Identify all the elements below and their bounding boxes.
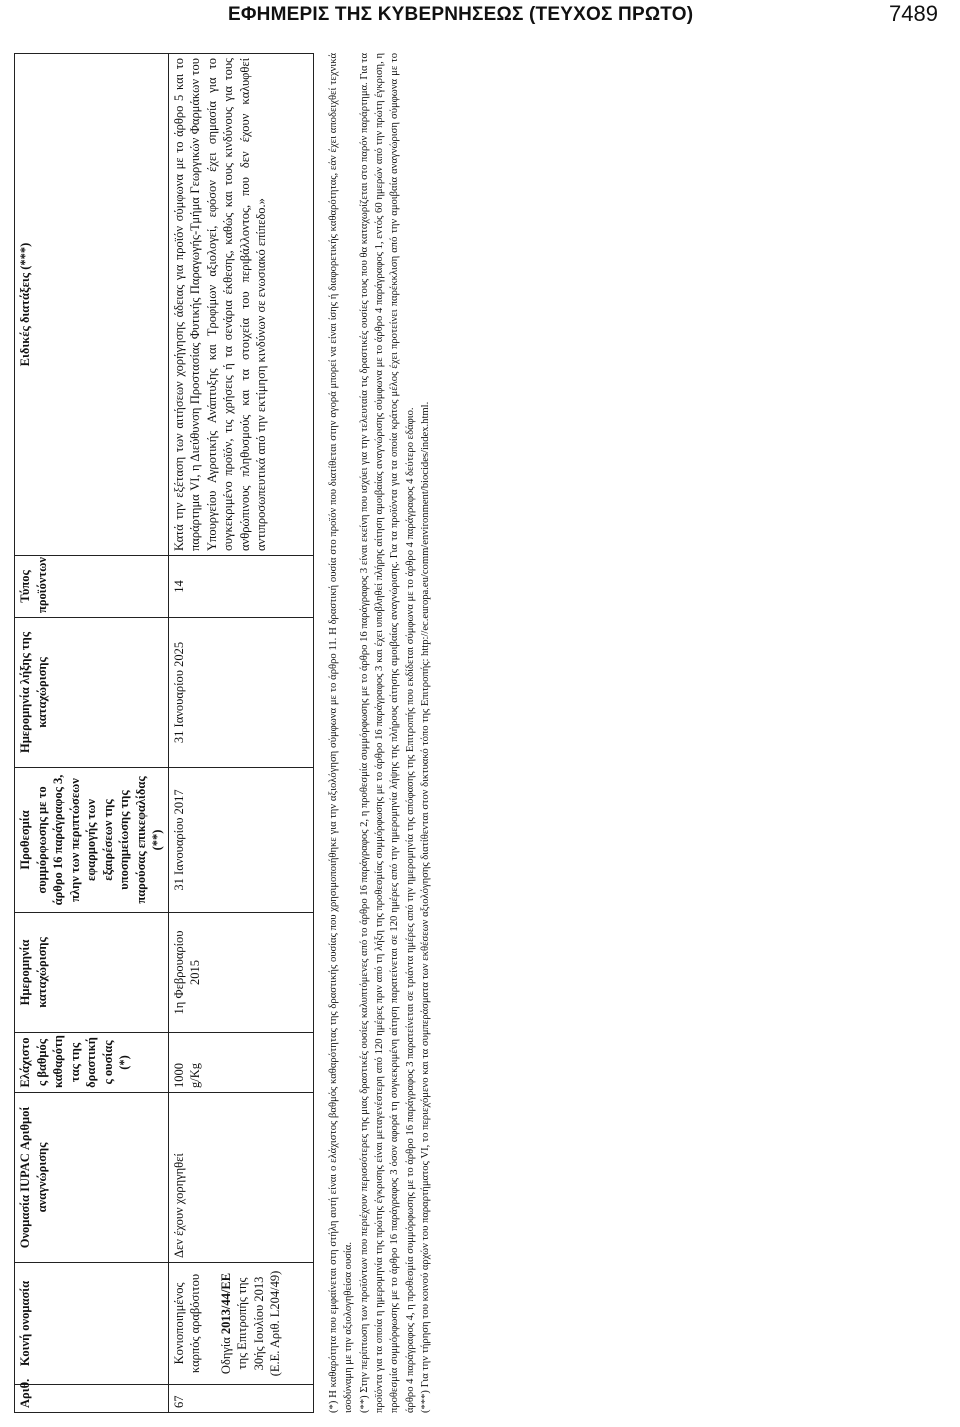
header-provisions: Ειδικές διατάξεις (***) xyxy=(15,54,169,556)
header-deadline: Προθεσμία συμμόρφωσης με το άρθρο 16 παράγραφος 3, πλην των περιπτώσεων εφαρμογής των εξαιρέσεων της υποσημείωσης της παρούσας επικεφαλίδας (**) xyxy=(15,768,169,913)
header-number: Αριθ. xyxy=(15,1385,169,1413)
cell-approval-date: 1η Φεβρουαρίου 2015 xyxy=(168,913,314,1033)
gazette-title: ΕΦΗΜΕΡΙΣ ΤΗΣ ΚΥΒΕΡΝΗΣΕΩΣ (ΤΕΥΧΟΣ ΠΡΩΤΟ) xyxy=(228,4,694,25)
directive-number: 2013/44/ΕΕ xyxy=(218,1272,233,1335)
table-row xyxy=(168,54,314,1413)
cell-iupac: Δεν έχουν χορηγηθεί xyxy=(168,1093,314,1263)
directive-prefix: Οδηγία xyxy=(218,1337,233,1375)
cell-provisions: Κατά την εξέταση των αιτήσεων χορήγησης άδειας για προϊόν σύμφωνα με το άρθρο 5 και το παράρτημα VI, η Διεύθυνση Προστασίας Φυτικής Παραγωγής-Τμήμα Γεωργικών Φαρμάκων του Υπουργείου Αγροτικής Ανάπτυξης και Τροφίμων αξιολογεί, εφόσον έχει σημασία για το συγκεκριμένο προϊόν, τις χρήσεις ή τα σενάρια έκθεσης, καθώς και τους κινδύνους για τους ανθρώπινους πληθυσμούς και τα στοιχεία του περιβάλλοντος, που δεν έχουν καλυφθεί αντιπροσωπευτικά από την εκτίμηση κινδύνων σε ενωσιακό επίπεδο.» xyxy=(168,54,314,556)
page-header xyxy=(0,0,960,40)
header-expiry: Ημερομηνία λήξης της καταχώρισης xyxy=(15,618,169,768)
cell-number: 67 xyxy=(168,1385,314,1413)
cell-expiry: 31 Ιανουαρίου 2025 xyxy=(168,618,314,768)
substance-table xyxy=(14,53,314,1413)
header-common-name: Κοινή ονομασία xyxy=(15,1263,169,1385)
header-iupac: Ονομασία IUPAC Αριθμοί αναγνώρισης xyxy=(15,1093,169,1263)
substance-name: Κονιοποιημένος καρπός αραβόσιτου xyxy=(171,1273,202,1374)
cell-purity: 1000 g/Kg xyxy=(168,1033,314,1093)
table-header-row xyxy=(15,54,169,1413)
header-approval-date: Ημερομηνία καταχώρισης xyxy=(15,913,169,1033)
header-product-type: Τύπος προϊόντων xyxy=(15,556,169,618)
footnote-deadline: (**) Στην περίπτωση των προϊόντων που περιέχουν περισσότερες της μιας δραστικές ουσίες καλυπτόμενες από το άρθρο 16 παράγραφος 2, η προθεσμία συμμόρφωσης με το άρθρο 16 παράγραφος 3 είναι εκείνη που ισχύει για την τελευταία τις δραστικές ουσίες τους που θα καταχωρίζεται στο παρόν παράρτημα. Για τα προϊόντα για τα οποία η ημερομηνία της πρώτης έγκρισης είναι μεταγενέστερη από 120 ημέρες πριν από τη λήξη της προθεσμίας συμμόρφωσης με το άρθρο 16 παράγραφος 3 και έχει υποβληθεί πλήρης αίτηση αμοιβαίας αναγνώρισης σύμφωνα με το άρθρο 4 παράγραφος 1, εντός 60 ημερών από την πρώτη έγκριση, η προθεσμία συμμόρφωσης με το άρθρο 16 παράγραφος 3 όσον αφορά τη συγκεκριμένη αίτηση παρατείνεται σε 120 ημέρες από την ημερομηνία λήψης της πλήρους αίτησης αμοιβαίας αναγνώρισης. Για τα προϊόντα για τα οποία κράτος μέλος έχει προτείνει παρέκκλιση από την αμοιβαία αναγνώριση σύμφωνα με το άρθρο 4 παράγραφος 4, η προθεσμία συμμόρφωσης με το άρθρο 16 παράγραφος 3 παρατείνεται σε τριάντα ημέρες από την ημερομηνία της απόφασης της Επιτροπής που εκδίδεται σύμφωνα με το άρθρο 4 παράγραφος 4 δεύτερο εδάφιο. xyxy=(358,53,416,1413)
directive-details: της Επιτροπής της 30ής Ιουλίου 2013 (Ε.Ε. Αριθ. L204/49) xyxy=(235,1270,282,1377)
cell-product-type: 14 xyxy=(168,556,314,618)
footnote-provisions: (***) Για την τήρηση του κοινού αρχών του παραρτήματος VI, το περιεχόμενο και τα συμπεράσματα των εκθέσεων αξιολόγησης διατίθενται στον δικτυακό τόπο της Επιτροπής: http://ec.europa.eu/comm/environment/biocides/index.html. xyxy=(420,401,432,1413)
page-number: 7489 xyxy=(889,1,938,26)
footnotes xyxy=(326,53,434,1413)
cell-common-name xyxy=(168,1263,314,1385)
cell-deadline: 31 Ιανουαρίου 2017 xyxy=(168,768,314,913)
rotated-content xyxy=(0,40,960,1427)
header-purity: Ελάχιστο ς βαθμός καθαρότη τας της δραστική ς ουσίας (*) xyxy=(15,1033,169,1093)
directive-reference xyxy=(218,1267,284,1380)
footnote-purity: (*) Η καθαρότητα που εμφαίνεται στη στήλη αυτή είναι ο ελάχιστος βαθμός καθαρότητας της δραστικής ουσίας που χρησιμοποιήθηκε για την αξιολόγηση σύμφωνα με το άρθρο 11. Η δραστική ουσία στο προϊόν που διατίθεται στην αγορά μπορεί να είναι ίσης ή διαφορετικής καθαρότητας, εάν έχει αποδειχθεί τεχνικά ισοδύναμη με την αξιολογηθείσα ουσία. xyxy=(328,53,355,1413)
